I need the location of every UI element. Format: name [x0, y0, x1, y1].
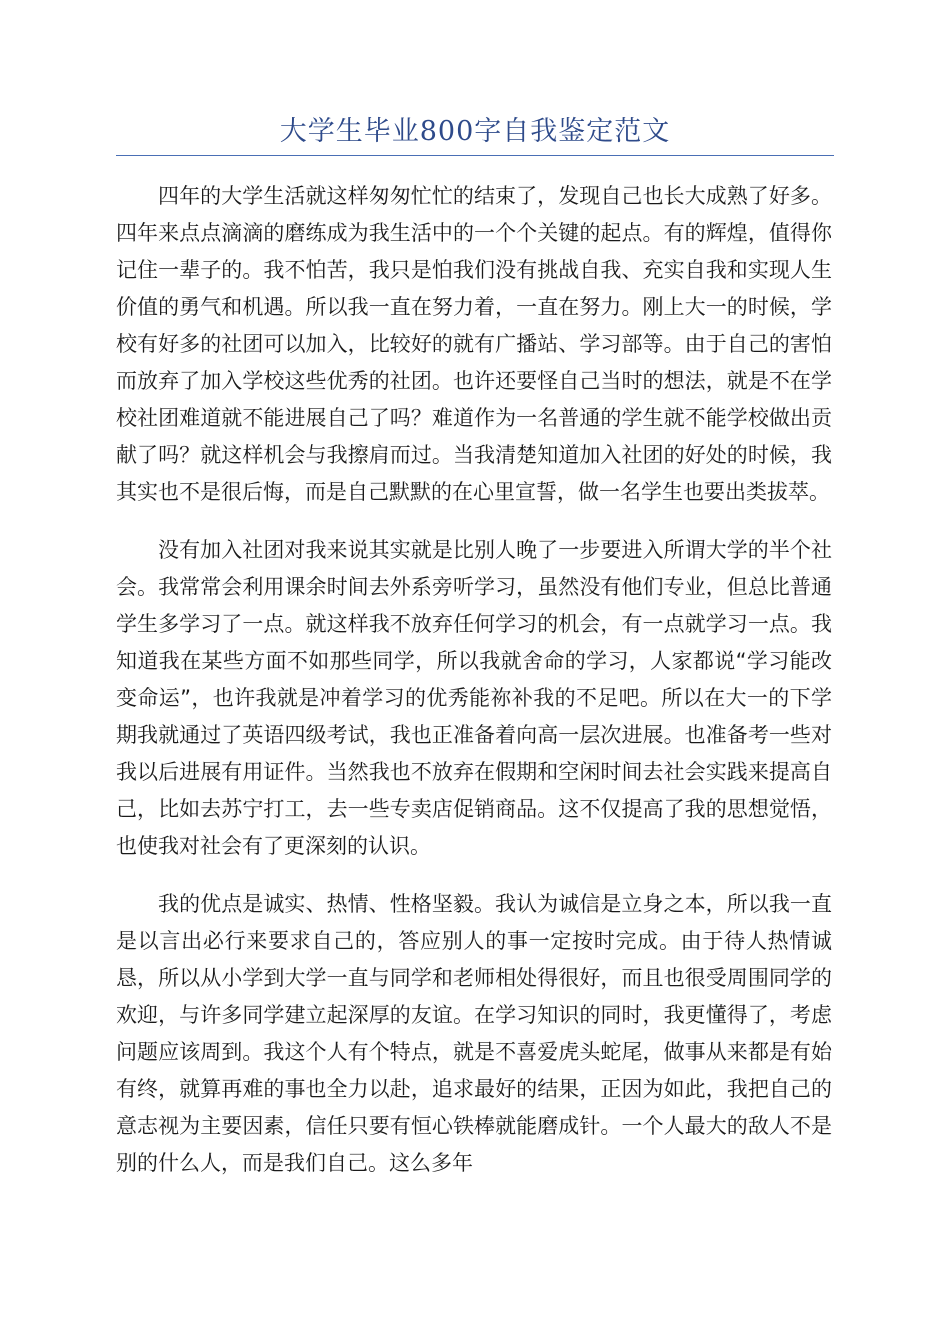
paragraph-1: 四年的大学生活就这样匆匆忙忙的结束了，发现自己也长大成熟了好多。四年来点点滴滴的磨练成为我生活中的一个个关键的起点。有的辉煌，值得你记住一辈子的。我不怕苦，我只是怕我们没有挑战自我、充实自我和实现人生价值的勇气和机遇。所以我一直在努力着，一直在努力。刚上大一的时候，学校有好多的社团可以加入，比较好的就有广播站、学习部等。由于自己的害怕而放弃了加入学校这些优秀的社团。也许还要怪自己当时的想法，就是不在学校社团难道就不能进展自己了吗？难道作为一名普通的学生就不能学校做出贡献了吗？就这样机会与我擦肩而过。当我清楚知道加入社团的好处的时候，我其实也不是很后悔，而是自己默默的在心里宣誓，做一名学生也要出类拔萃。 — [116, 184, 832, 504]
paragraph-3: 我的优点是诚实、热情、性格坚毅。我认为诚信是立身之本，所以我一直是以言出必行来要求自己的，答应别人的事一定按时完成。由于待人热情诚恳，所以从小学到大学一直与同学和老师相处得很好，而且也很受周围同学的欢迎，与许多同学建立起深厚的友谊。在学习知识的同时，我更懂得了，考虑问题应该周到。我这个人有个特点，就是不喜爱虎头蛇尾，做事从来都是有始有终，就算再难的事也全力以赴，追求最好的结果，正因为如此，我把自己的意志视为主要因素，信任只要有恒心铁棒就能磨成针。一个人最大的敌人不是别的什么人，而是我们自己。这么多年 — [116, 892, 832, 1175]
document-title: 大学生毕业800字自我鉴定范文 — [279, 116, 671, 147]
document-body — [116, 178, 832, 1182]
paragraph-2: 没有加入社团对我来说其实就是比别人晚了一步要进入所谓大学的半个社会。我常常会利用课余时间去外系旁听学习，虽然没有他们专业，但总比普通学生多学习了一点。就这样我不放弃任何学习的机会，有一点就学习一点。我知道我在某些方面不如那些同学，所以我就舍命的学习，人家都说“学习能改变命运”，也许我就是冲着学习的优秀能祢补我的不足吧。所以在大一的下学期我就通过了英语四级考试，我也正准备着向高一层次进展。也准备考一些对我以后进展有用证件。当然我也不放弃在假期和空闲时间去社会实践来提高自己，比如去苏宁打工，去一些专卖店促销商品。这不仅提高了我的思想觉悟，也使我对社会有了更深刻的认识。 — [116, 538, 832, 858]
title-underline — [116, 155, 834, 156]
